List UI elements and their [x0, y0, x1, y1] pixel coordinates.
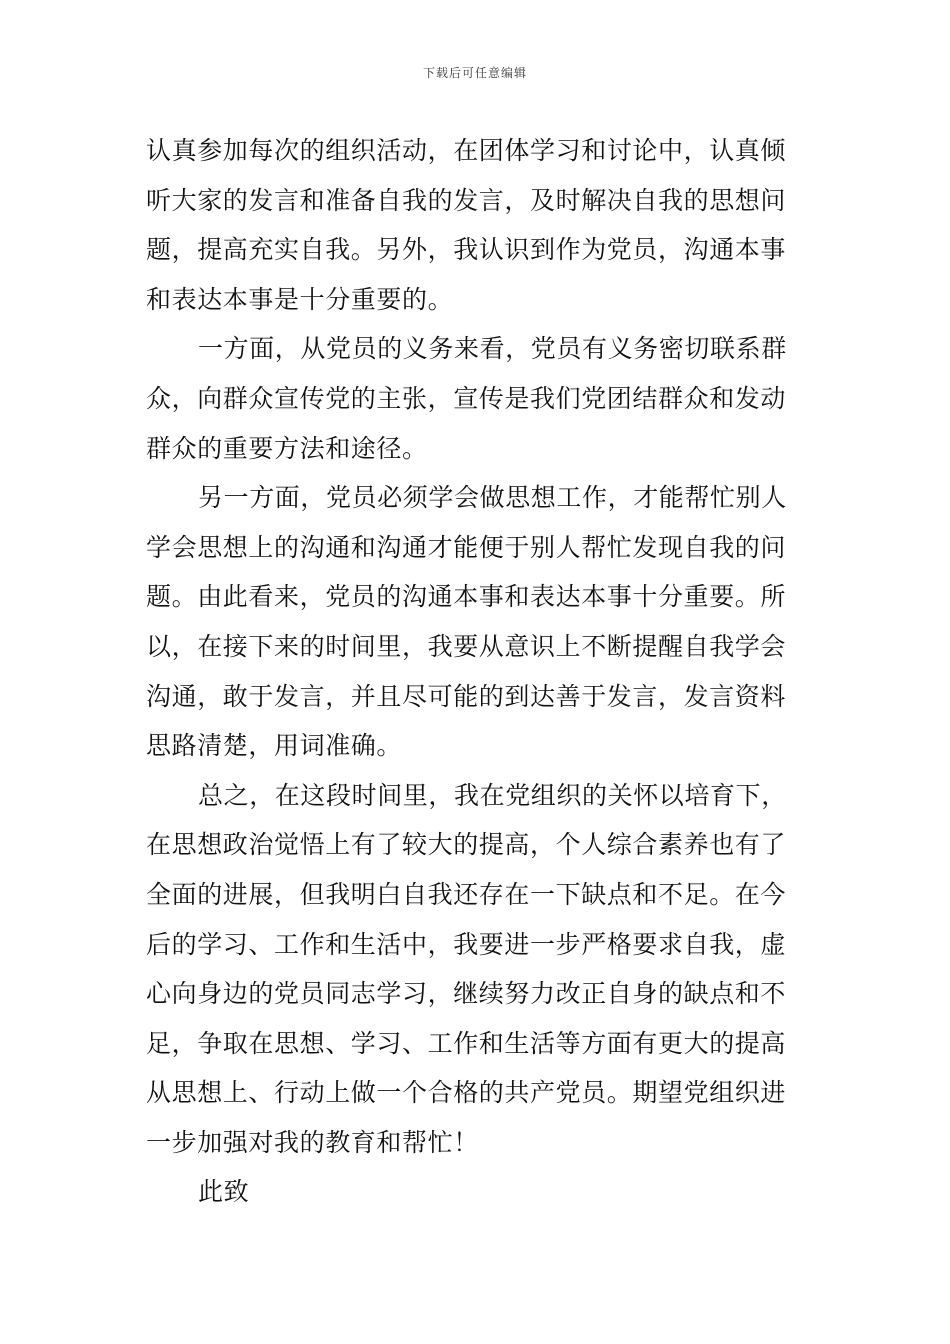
- text-line: 另一方面，党员必须学会做思想工作，才能帮忙别人: [198, 483, 787, 513]
- text-line: 众，向群众宣传党的主张，宣传是我们党团结群众和发动: [146, 383, 787, 413]
- text-line: 后的学习、工作和生活中，我要进一步严格要求自我，虚: [146, 929, 787, 959]
- text-line: 总之，在这段时间里，我在党组织的关怀以培育下，: [198, 780, 787, 810]
- text-line: 题。由此看来，党员的沟通本事和表达本事十分重要。所: [146, 582, 787, 612]
- text-line: 认真参加每次的组织活动，在团体学习和讨论中，认真倾: [146, 136, 787, 165]
- text-line: 足，争取在思想、学习、工作和生活等方面有更大的提高: [146, 1028, 787, 1058]
- text-line: 一步加强对我的教育和帮忙！: [146, 1127, 479, 1157]
- text-line: 在思想政治觉悟上有了较大的提高，个人综合素养也有了: [146, 830, 787, 860]
- text-line: 和表达本事是十分重要的。: [146, 284, 454, 314]
- text-line: 思路清楚，用词准确。: [146, 731, 403, 761]
- text-line: 心向身边的党员同志学习，继续努力改正自身的缺点和不: [146, 979, 787, 1009]
- text-line: 一方面，从党员的义务来看，党员有义务密切联系群: [198, 334, 787, 364]
- text-line: 从思想上、行动上做一个合格的共产党员。期望党组织进: [146, 1078, 787, 1108]
- text-line: 沟通，敢于发言，并且尽可能的到达善于发言，发言资料: [146, 681, 787, 711]
- text-line: 以，在接下来的时间里，我要从意识上不断提醒自我学会: [146, 631, 787, 661]
- document-body: [146, 126, 806, 1217]
- text-line: 听大家的发言和准备自我的发言，及时解决自我的思想问: [146, 185, 787, 215]
- text-line: 此致: [198, 1177, 250, 1207]
- text-line: 全面的进展，但我明白自我还存在一下缺点和不足。在今: [146, 879, 787, 909]
- text-line: 题，提高充实自我。另外，我认识到作为党员，沟通本事: [146, 235, 787, 265]
- text-line: 学会思想上的沟通和沟通才能便于别人帮忙发现自我的问: [146, 532, 787, 562]
- text-line: 群众的重要方法和途径。: [146, 433, 428, 463]
- page-header: 下载后可任意编辑: [422, 66, 527, 80]
